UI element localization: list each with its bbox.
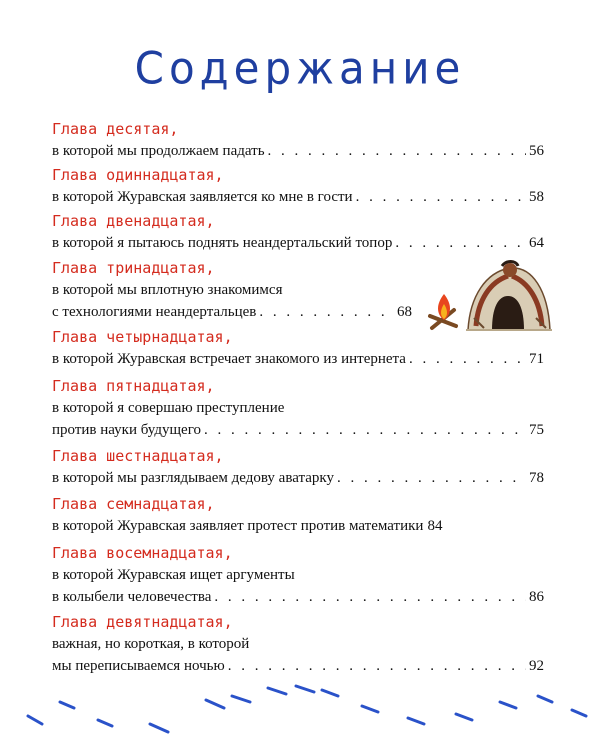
toc-line [52,467,544,489]
page-number: 86 [529,589,544,605]
page-title: Содержание [134,42,466,95]
neanderthal-hut-illustration [418,256,558,336]
chapter-description: в которой Журавская встречает знакомого из интернета [52,351,406,367]
chapter-heading: Глава восемнадцатая, [52,544,233,562]
dot-leader [337,467,526,489]
toc-entry-chapter-11[interactable] [52,165,544,208]
toc-line [52,633,544,655]
dot-leader [259,301,394,323]
chapter-description: важная, но короткая, в которой [52,636,250,652]
page-number: 92 [529,658,544,674]
dot-leader [214,586,526,608]
chapter-description: против науки будущего [52,422,201,438]
toc-line [52,564,544,586]
toc-entry-chapter-18[interactable] [52,543,544,608]
dot-leader [356,186,526,208]
toc-line [52,186,544,208]
toc-line [52,397,544,419]
chapter-description: в которой мы разглядываем дедову аватарку [52,470,334,486]
chapter-heading: Глава одиннадцатая, [52,166,224,184]
chapter-heading: Глава девятнадцатая, [52,613,233,631]
chapter-description: в которой я совершаю преступление [52,400,285,416]
page-number: 84 [427,518,443,534]
page-number: 58 [529,189,544,205]
page-number: 64 [529,235,544,251]
toc-entry-chapter-17[interactable] [52,494,544,537]
toc-entry-chapter-10[interactable] [52,119,544,162]
chapter-description: в которой мы продолжаем падать [52,143,265,159]
page-number: 75 [529,422,544,438]
dot-leader [409,348,526,370]
page-number: 78 [529,470,544,486]
toc-entry-chapter-12[interactable] [52,211,544,254]
chapter-heading: Глава двенадцатая, [52,212,215,230]
chapter-heading: Глава шестнадцатая, [52,447,224,465]
toc-entry-chapter-16[interactable] [52,446,544,489]
chapter-description: в колыбели человечества [52,589,212,605]
chapter-heading: Глава пятнадцатая, [52,377,215,395]
chapter-heading: Глава четырнадцатая, [52,328,233,346]
toc-line [52,586,544,608]
chapter-description: в которой Журавская заявляет протест против математики [52,518,424,534]
chapter-description: в которой я пытаюсь поднять неандертальский топор [52,235,393,251]
toc-line [52,301,412,323]
dot-leader [268,140,526,162]
chapter-description: мы переписываемся ночью [52,658,225,674]
toc-line [52,419,544,441]
toc-line [52,140,544,162]
wave-decoration [0,680,600,750]
chapter-description: в которой Журавская заявляется ко мне в гости [52,189,353,205]
chapter-heading: Глава тринадцатая, [52,259,215,277]
toc-line [52,232,544,254]
page-number: 71 [529,351,544,367]
dot-leader [228,655,526,677]
toc-line [52,348,544,370]
page-number: 68 [397,304,412,320]
toc-entry-chapter-19[interactable] [52,612,544,677]
dot-leader [395,232,526,254]
chapter-heading: Глава десятая, [52,120,179,138]
hut-icon [466,262,552,331]
page-number: 56 [529,143,544,159]
toc-line [52,515,544,537]
chapter-heading: Глава семнадцатая, [52,495,215,513]
dot-leader [204,419,526,441]
chapter-description: в которой мы вплотную знакомимся [52,282,283,298]
chapter-description: с технологиями неандертальцев [52,304,257,320]
toc-line [52,655,544,677]
campfire-icon [430,294,456,328]
toc-entry-chapter-15[interactable] [52,376,544,441]
chapter-description: в которой Журавская ищет аргументы [52,567,295,583]
